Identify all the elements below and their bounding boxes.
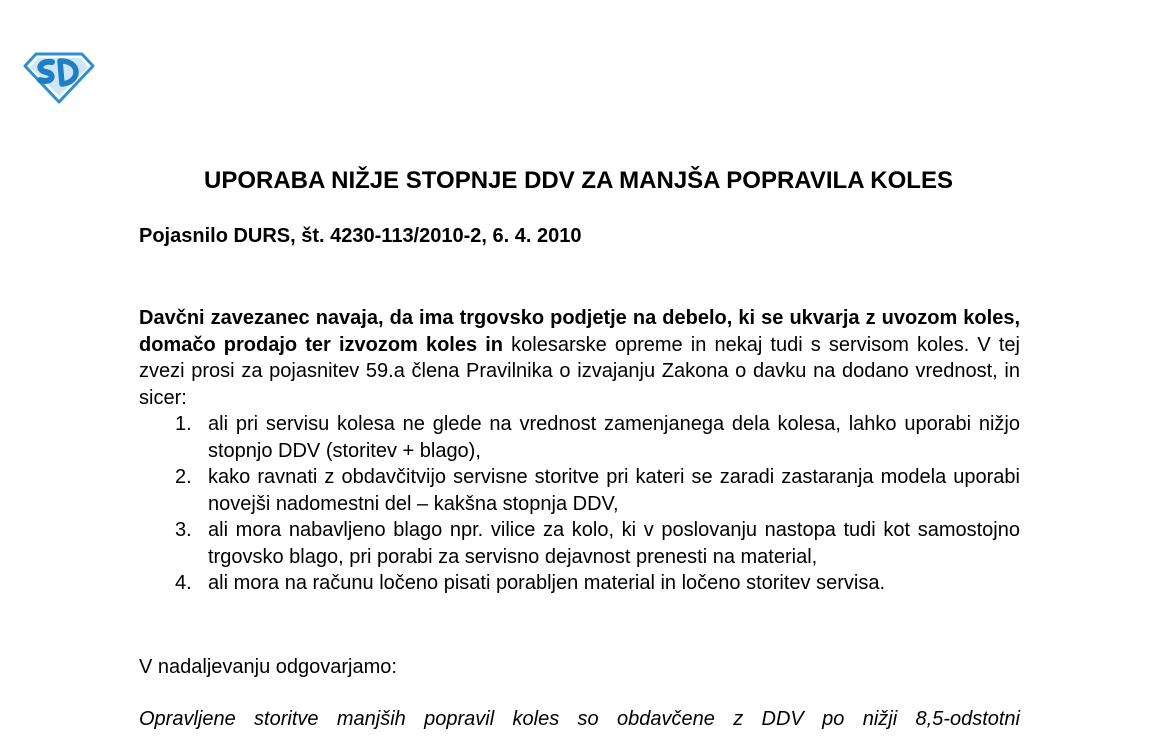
intro-bold-text: Davčni zavezanec navaja, da ima trgovsko podjetje na debelo, ki se ukvarja z uvozom koles, domačo prodajo ter izvozom koles in: [139, 307, 1020, 356]
document-subtitle: Pojasnilo DURS, št. 4230-113/2010-2, 6. 4. 2010: [139, 225, 582, 247]
sd-logo-icon: [22, 48, 96, 104]
list-item: [175, 570, 1020, 597]
list-item-text: ali pri servisu kolesa ne glede na vrednost zamenjanega dela kolesa, lahko uporabi nižjo stopnjo DDV (storitev + blago),: [208, 413, 1020, 462]
answer-intro: V nadaljevanju odgovarjamo:: [139, 656, 397, 678]
question-section: [139, 305, 1020, 597]
list-item: [175, 464, 1020, 517]
list-item-text: kako ravnati z obdavčitvijo servisne storitve pri kateri se zaradi zastaranja modela uporabi novejši nadomestni del – kakšna stopnja DDV,: [208, 466, 1020, 515]
list-item: [175, 411, 1020, 464]
document-title: UPORABA NIŽJE STOPNJE DDV ZA MANJŠA POPRAVILA KOLES: [204, 167, 953, 194]
list-item-text: ali mora na računu ločeno pisati porabljen material in ločeno storitev servisa.: [208, 572, 886, 594]
list-item-text: ali mora nabavljeno blago npr. vilice za kolo, ki v poslovanju nastopa tudi kot samostojno trgovsko blago, pri porabi za servisno dejavnost prenesti na material,: [208, 519, 1020, 568]
list-item-number: 2.: [175, 466, 192, 488]
list-item-number: 1.: [175, 413, 192, 435]
answer-paragraph: Opravljene storitve manjših popravil koles so obdavčene z DDV po nižji 8,5-odstotni: [139, 708, 1020, 730]
list-item: [175, 517, 1020, 570]
list-item-number: 4.: [175, 572, 192, 594]
intro-regular-text: kolesarske opreme in nekaj tudi s servisom koles. V tej zvezi prosi za pojasnitev 59.a člena Pravilnika o izvajanju Zakona o davku na dodano vrednost, in sicer:: [139, 333, 1021, 409]
question-list: [139, 411, 1020, 597]
list-item-number: 3.: [175, 519, 192, 541]
intro-paragraph: [139, 305, 1020, 411]
